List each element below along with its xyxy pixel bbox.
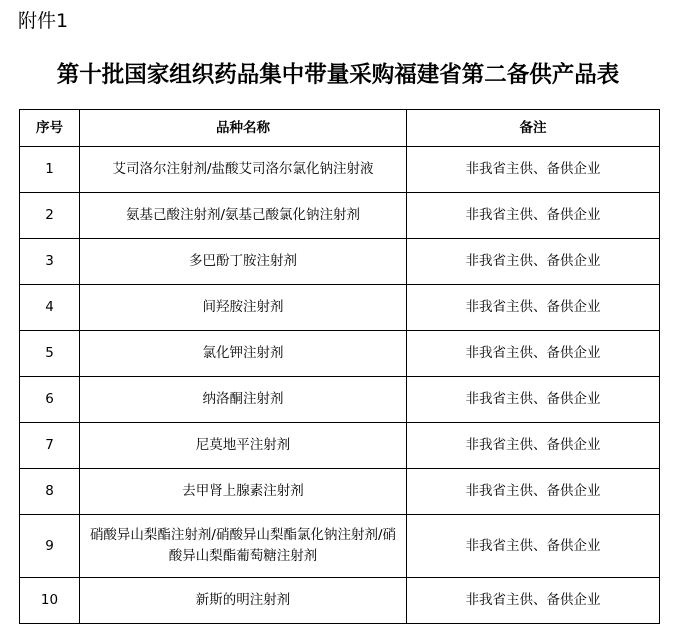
cell-remarks: 非我省主供、备供企业 [407,285,660,331]
table-row [20,331,660,377]
cell-remarks: 非我省主供、备供企业 [407,147,660,193]
cell-serial-number: 8 [20,469,80,515]
cell-serial-number: 2 [20,193,80,239]
cell-product-name: 氨基己酸注射剂/氨基己酸氯化钠注射剂 [80,193,407,239]
table-row [20,377,660,423]
cell-product-name: 艾司洛尔注射剂/盐酸艾司洛尔氯化钠注射液 [80,147,407,193]
cell-product-name: 尼莫地平注射剂 [80,423,407,469]
header-product-name: 品种名称 [80,110,407,147]
cell-product-name: 间羟胺注射剂 [80,285,407,331]
cell-product-name: 去甲肾上腺素注射剂 [80,469,407,515]
table-row [20,578,660,624]
cell-remarks: 非我省主供、备供企业 [407,331,660,377]
header-serial-number: 序号 [20,110,80,147]
cell-product-name: 氯化钾注射剂 [80,331,407,377]
cell-remarks: 非我省主供、备供企业 [407,423,660,469]
cell-serial-number: 10 [20,578,80,624]
table-row [20,469,660,515]
table-row [20,193,660,239]
cell-serial-number: 9 [20,515,80,578]
cell-remarks: 非我省主供、备供企业 [407,377,660,423]
cell-serial-number: 5 [20,331,80,377]
cell-product-name: 纳洛酮注射剂 [80,377,407,423]
cell-serial-number: 3 [20,239,80,285]
cell-product-name: 多巴酚丁胺注射剂 [80,239,407,285]
supply-product-table [19,109,660,624]
document-title: 第十批国家组织药品集中带量采购福建省第二备供产品表 [56,62,620,88]
cell-remarks: 非我省主供、备供企业 [407,578,660,624]
table-row [20,423,660,469]
cell-serial-number: 6 [20,377,80,423]
table-row [20,239,660,285]
cell-product-name: 硝酸异山梨酯注射剂/硝酸异山梨酯氯化钠注射剂/硝酸异山梨酯葡萄糖注射剂 [80,515,407,578]
table-header-row [20,110,660,147]
table-row [20,285,660,331]
cell-serial-number: 4 [20,285,80,331]
cell-remarks: 非我省主供、备供企业 [407,239,660,285]
attachment-label: 附件1 [18,10,69,32]
table-row [20,515,660,578]
header-remarks: 备注 [407,110,660,147]
cell-remarks: 非我省主供、备供企业 [407,515,660,578]
cell-serial-number: 7 [20,423,80,469]
table-row [20,147,660,193]
cell-remarks: 非我省主供、备供企业 [407,193,660,239]
cell-serial-number: 1 [20,147,80,193]
cell-product-name: 新斯的明注射剂 [80,578,407,624]
cell-remarks: 非我省主供、备供企业 [407,469,660,515]
